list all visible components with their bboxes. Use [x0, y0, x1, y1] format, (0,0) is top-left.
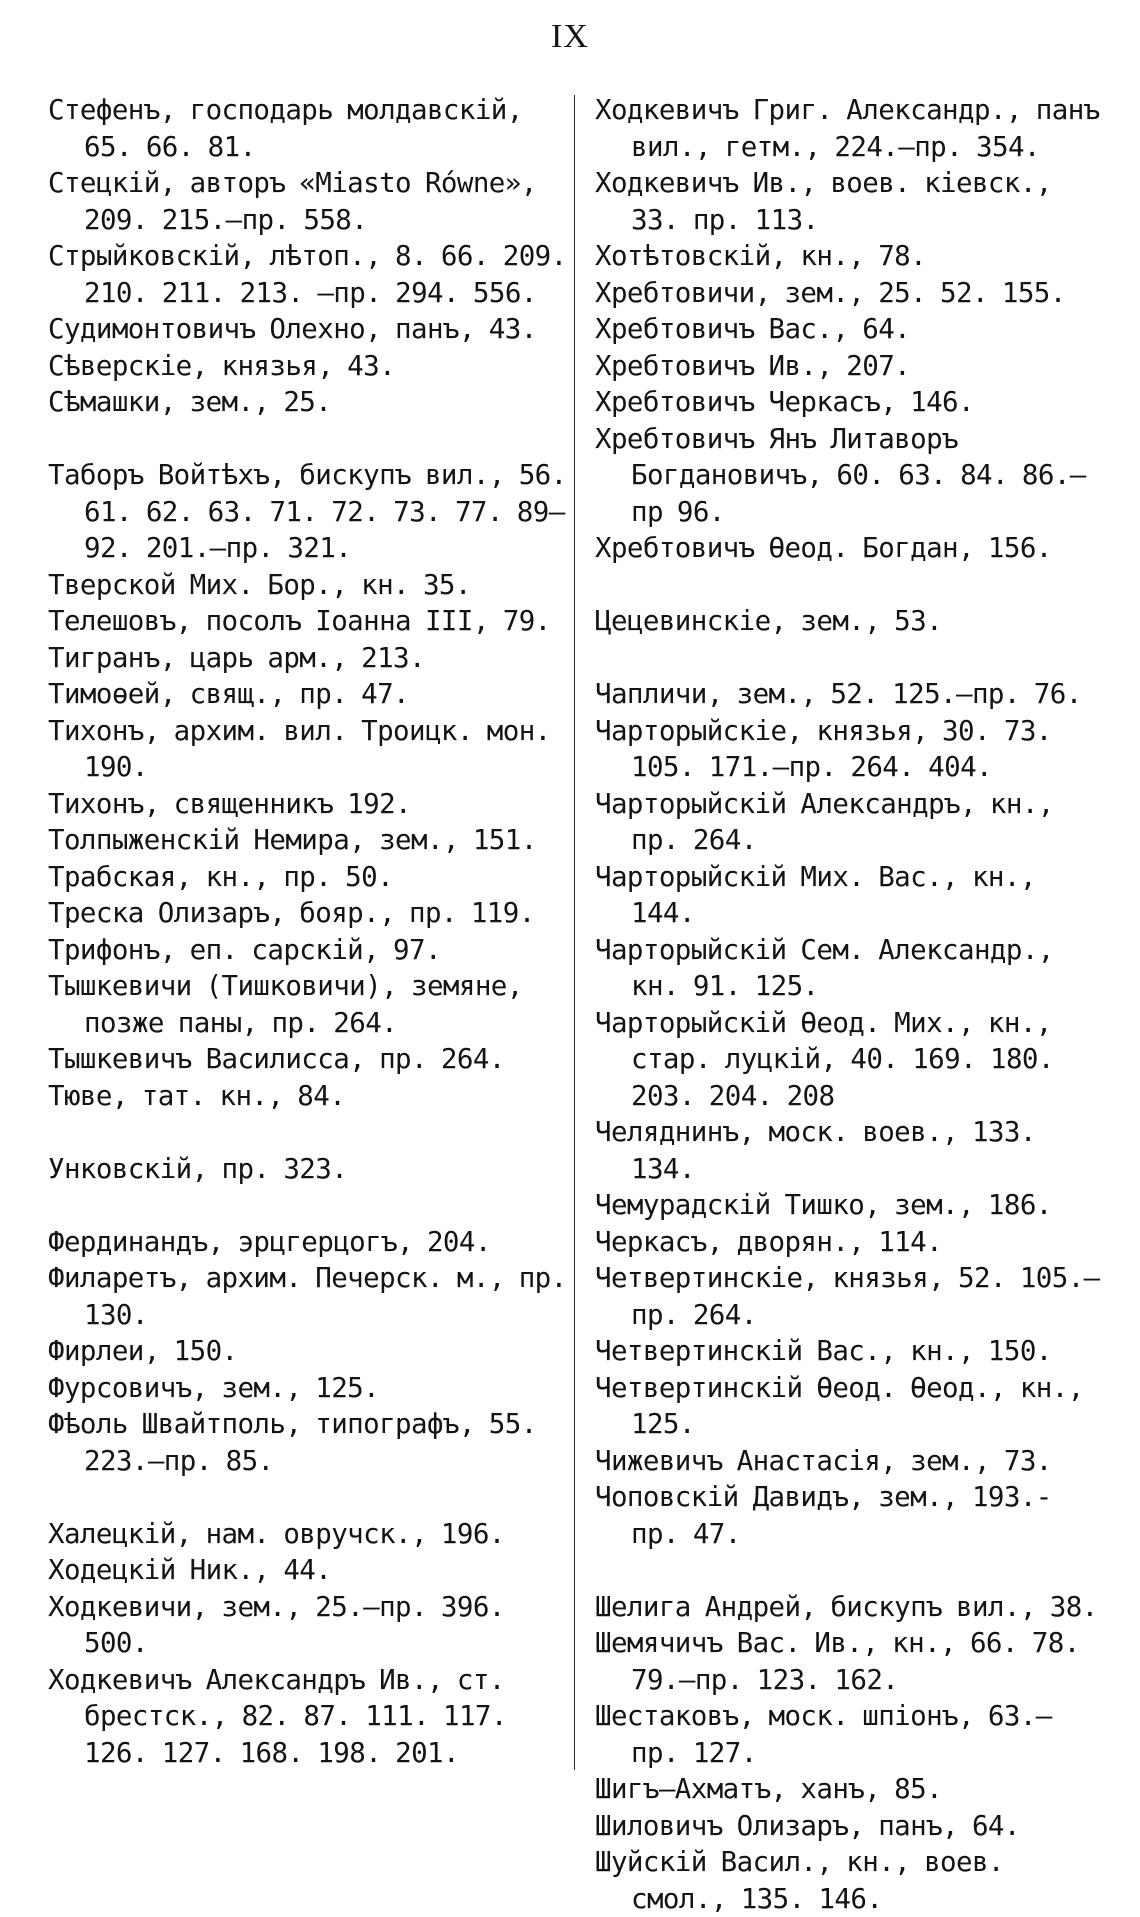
index-entry: Ходкевичъ Ив., воев. кіевск., 33. пр. 113. [595, 167, 1052, 236]
index-entry: Трифонъ, еп. сарскій, 97. [48, 933, 441, 966]
index-entry: Тимоѳей, свящ., пр. 47. [48, 678, 409, 710]
index-entry: Шемячичъ Вас. Ив., кн., 66. 78. 79.—пр. 123. 162. [595, 1627, 1080, 1696]
index-entry: Шестаковъ, моск. шпіонъ, 63.— пр. 127. [595, 1700, 1052, 1769]
index-entry: Сѣмашки, зем., 25. [48, 386, 332, 418]
index-entry: Четвертинскіе, князья, 52. 105.— пр. 264. [595, 1262, 1100, 1331]
index-entry: Сѣверскіе, князья, 43. [48, 349, 396, 382]
index-entry: Тюве, тат. кн., 84. [48, 1079, 346, 1112]
index-entry: Ходецкій Ник., 44. [48, 1554, 332, 1586]
index-entry: Чарторыйскій Сем. Александр., кн. 91. 125. [595, 933, 1054, 1002]
section-gap [48, 1114, 568, 1151]
index-entry: Толпыженскій Немира, зем., 151. [48, 824, 537, 856]
index-entry: Фѣоль Швайтполь, типографъ, 55. 223.—пр. 85. [48, 1408, 537, 1477]
index-entry: Трабская, кн., пр. 50. [48, 860, 394, 893]
section-gap [595, 1552, 1105, 1589]
index-entry: Шигъ—Ахматъ, ханъ, 85. [595, 1773, 943, 1805]
index-entry: Хребтовичъ Ив., 207. [595, 349, 911, 382]
index-entry: Хребтовичъ Черкасъ, 146. [595, 386, 974, 418]
index-entry: Телешовъ, посолъ Іоанна III, 79. [48, 605, 551, 637]
index-column-left [48, 92, 568, 1771]
index-entry: Хребтовичи, зем., 25. 52. 155. [595, 276, 1066, 309]
index-entry: Ходкевичъ Григ. Александр., панъ вил., гетм., 224.—пр. 354. [595, 94, 1100, 163]
index-entry: Хребтовичъ Вас., 64. [595, 313, 911, 345]
index-entry: Хребтовичъ Янъ Литаворъ Богдановичъ, 60. 63. 84. 86.—пр 96. [595, 422, 1086, 528]
index-entry: Тигранъ, царь арм., 213. [48, 641, 425, 674]
index-entry: Шиловичъ Олизаръ, панъ, 64. [595, 1809, 1020, 1842]
section-gap [48, 421, 568, 458]
index-entry: Черкасъ, дворян., 114. [595, 1225, 943, 1258]
section-gap [48, 1187, 568, 1224]
index-entry: Шелига Андрей, бискупъ вил., 38. [595, 1590, 1098, 1623]
index-entry: Четвертинскій Ѳеод. Ѳеод., кн., 125. [595, 1371, 1084, 1440]
index-entry: Хребтовичъ Ѳеод. Богдан, 156. [595, 532, 1052, 564]
index-entry: Чоповскій Давидъ, зем., 193.- пр. 47. [595, 1481, 1052, 1550]
index-entry: Чарторыйскій Александръ, кн., пр. 264. [595, 787, 1054, 856]
index-entry: Чемурадскій Тишко, зем., 186. [595, 1189, 1052, 1221]
index-entry: Чижевичъ Анастасія, зем., 73. [595, 1444, 1052, 1477]
index-entry: Фурсовичъ, зем., 125. [48, 1371, 380, 1404]
index-entry: Судимонтовичъ Олехно, панъ, 43. [48, 313, 537, 345]
index-entry: Чарторыйскій Ѳеод. Мих., кн., стар. луцкій, 40. 169. 180. 203. 204. 208 [595, 1006, 1054, 1112]
section-gap [48, 1479, 568, 1516]
index-entry: Ходкевичи, зем., 25.—пр. 396. 500. [48, 1590, 505, 1659]
index-entry: Хотѣтовскій, кн., 78. [595, 240, 927, 272]
index-entry: Тышкевичи (Тишковичи), земяне, позже паны, пр. 264. [48, 970, 523, 1039]
index-entry: Чарторыйскіе, князья, 30. 73. 105. 171.—пр. 264. 404. [595, 714, 1052, 783]
index-entry: Чарторыйскій Мих. Вас., кн., 144. [595, 860, 1036, 929]
index-entry: Тверской Мих. Бор., кн. 35. [48, 568, 471, 601]
index-entry: Фердинандъ, эрцгерцогъ, 204. [48, 1225, 491, 1258]
index-entry: Унковскій, пр. 323. [48, 1152, 348, 1185]
index-entry: Тихонъ, архим. вил. Троицк. мон. 190. [48, 714, 551, 783]
index-entry: Цецевинскіе, зем., 53. [595, 605, 943, 637]
section-gap [595, 640, 1105, 677]
index-entry: Таборъ Войтѣхъ, бискупъ вил., 56. 61. 62. 63. 71. 72. 73. 77. 89—92. 201.—пр. 321. [48, 459, 567, 564]
index-entry: Треска Олизаръ, бояр., пр. 119. [48, 897, 535, 929]
index-entry: Шуйскій Васил., кн., воев. смол., 135. 146. [595, 1846, 1004, 1915]
index-entry: Тышкевичъ Василисса, пр. 264. [48, 1043, 505, 1075]
index-entry: Стефенъ, господарь молдавскій, 65. 66. 81. [48, 94, 523, 163]
index-entry: Чапличи, зем., 52. 125.—пр. 76. [595, 678, 1082, 710]
index-entry: Стецкій, авторъ «Miasto Równe», 209. 215.—пр. 558. [48, 167, 537, 236]
index-entry: Халецкій, нам. овручск., 196. [48, 1517, 505, 1550]
index-entry: Ходкевичъ Александръ Ив., ст. брестск., 82. 87. 111. 117. 126. 127. 168. 198. 201. [48, 1663, 507, 1769]
section-gap [595, 567, 1105, 604]
index-column-right [595, 92, 1105, 1917]
page-number: IX [551, 18, 589, 55]
index-entry: Фирлеи, 150. [48, 1335, 238, 1367]
index-entry: Челяднинъ, моск. воев., 133. 134. [595, 1116, 1036, 1185]
column-divider [574, 95, 575, 1770]
index-entry: Тихонъ, священникъ 192. [48, 787, 411, 820]
index-entry: Филаретъ, архим. Печерск. м., пр. 130. [48, 1262, 567, 1331]
index-entry: Четвертинскій Вас., кн., 150. [595, 1335, 1052, 1367]
index-entry: Стрыйковскій, лѣтоп., 8. 66. 209. 210. 211. 213. —пр. 294. 556. [48, 240, 567, 309]
